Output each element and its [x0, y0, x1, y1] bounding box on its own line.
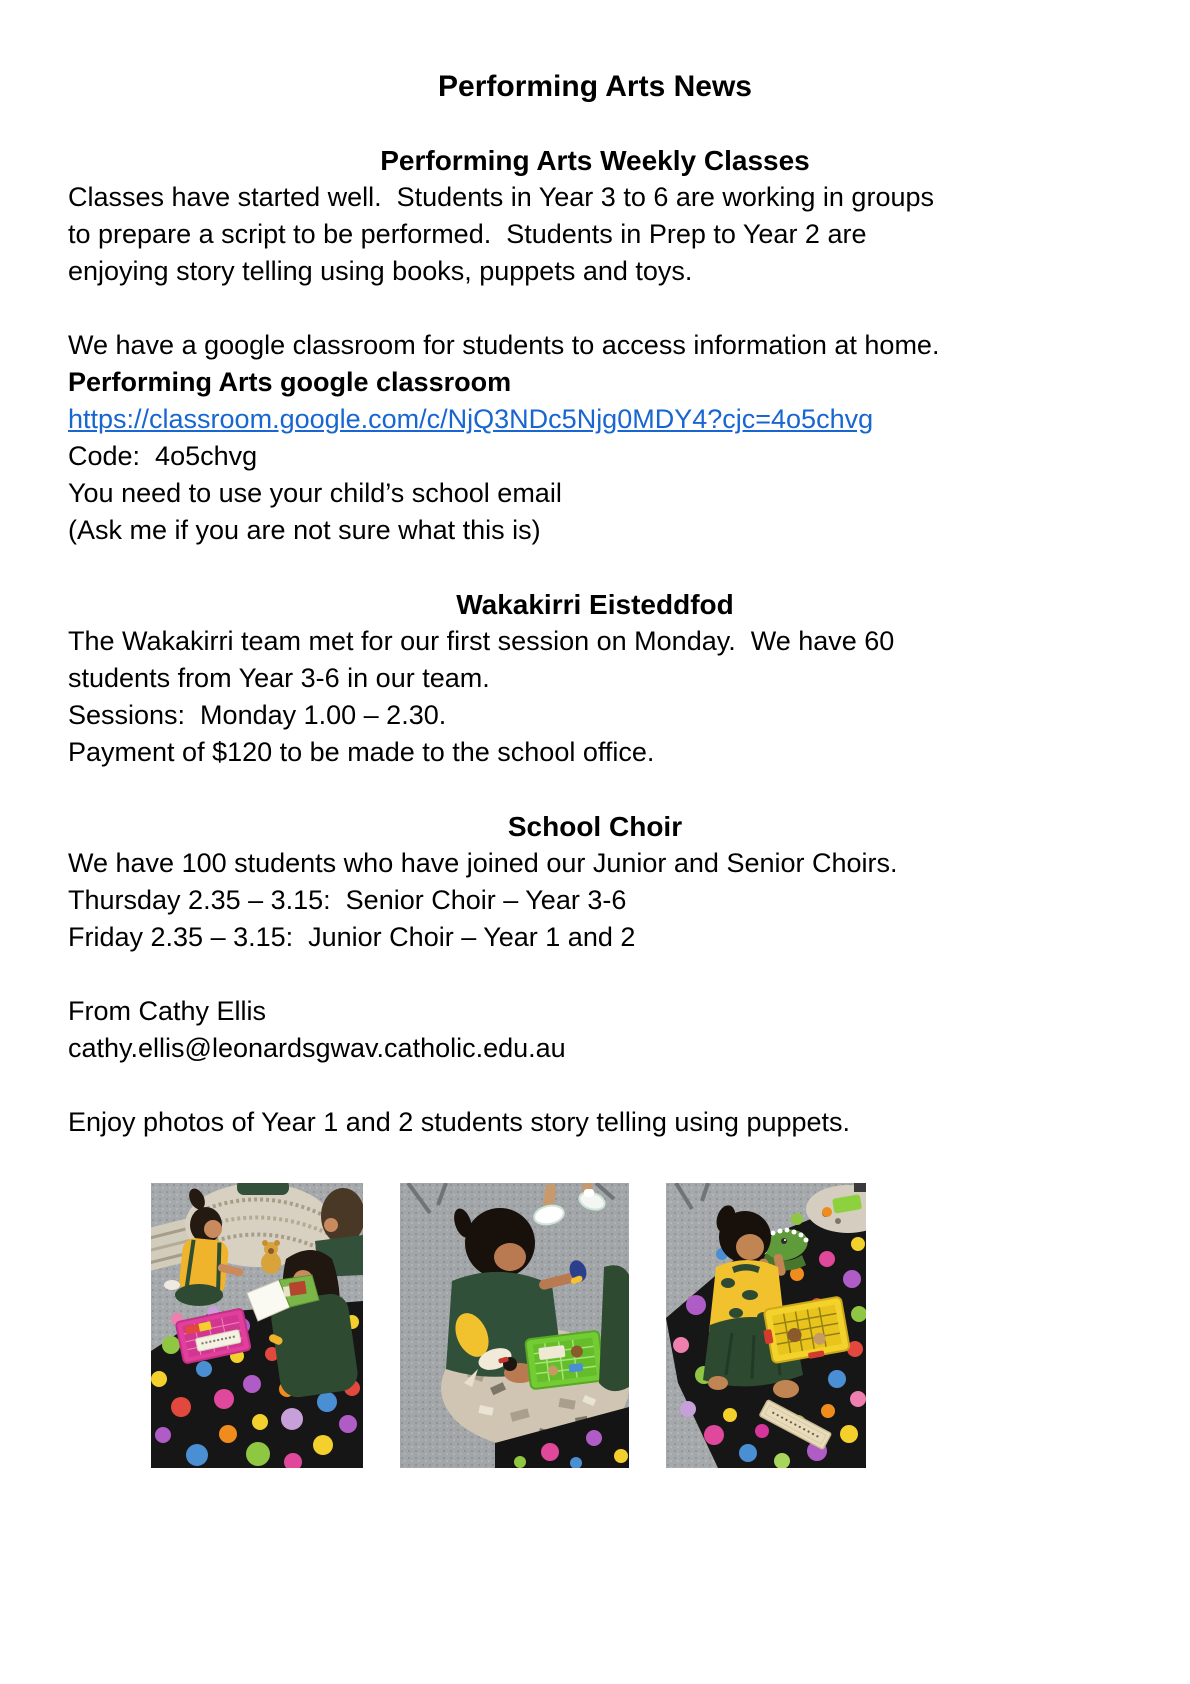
choir-line: Thursday 2.35 – 3.15: Senior Choir – Year 3-6: [68, 885, 627, 915]
knee: [773, 1380, 799, 1398]
spacer: [68, 771, 1122, 808]
section-heading-school-choir: School Choir: [507, 811, 683, 842]
teddy-bear: [261, 1240, 281, 1274]
spacer: [68, 290, 1122, 327]
wakakirri-line: Payment of $120 to be made to the school office.: [68, 737, 655, 767]
classroom-ask-note: (Ask me if you are not sure what this is): [68, 515, 541, 545]
classroom-label: Performing Arts google classroom: [68, 367, 512, 397]
wakakirri-line: Sessions: Monday 1.00 – 2.30.: [68, 700, 447, 730]
classroom-intro-line: We have a google classroom for students to access information at home.: [68, 330, 940, 360]
contact-email: cathy.ellis@leonardsgwav.catholic.edu.au: [68, 1033, 566, 1063]
spacer: [68, 105, 1122, 142]
photo-student-crocodile-puppet: [666, 1183, 866, 1468]
section-heading-weekly-classes: Performing Arts Weekly Classes: [380, 145, 810, 176]
spacer: [68, 956, 1122, 993]
page-title: Performing Arts News: [438, 70, 752, 103]
student-shoulder-right: [599, 1265, 629, 1391]
weekly-classes-line: to prepare a script to be performed. Students in Prep to Year 2 are: [68, 219, 867, 249]
spacer: [68, 1067, 1122, 1104]
signoff-from: From Cathy Ellis: [68, 996, 267, 1026]
weekly-classes-line: Classes have started well. Students in Year 3 to 6 are working in groups: [68, 182, 934, 212]
classroom-link-line: [68, 401, 1122, 438]
green-basket: [525, 1331, 605, 1390]
spacer: [68, 549, 1122, 586]
classroom-link[interactable]: https://classroom.google.com/c/NjQ3NDc5Njg0MDY4?cjc=4o5chvg: [68, 404, 874, 434]
photo-students-reading: [151, 1183, 363, 1468]
choir-line: Friday 2.35 – 3.15: Junior Choir – Year 1 and 2: [68, 922, 636, 952]
choir-line: We have 100 students who have joined our Junior and Senior Choirs.: [68, 848, 898, 878]
wakakirri-line: The Wakakirri team met for our first session on Monday. We have 60: [68, 626, 895, 656]
classroom-code-line: Code: 4o5chvg: [68, 441, 258, 471]
weekly-classes-line: enjoying story telling using books, puppets and toys.: [68, 256, 693, 286]
section-heading-wakakirri: Wakakirri Eisteddfod: [456, 589, 734, 620]
photos-intro-line: Enjoy photos of Year 1 and 2 students story telling using puppets.: [68, 1107, 851, 1137]
photo-student-finger-puppets: [400, 1183, 629, 1468]
photo-row: [151, 1183, 1122, 1468]
wakakirri-line: students from Year 3-6 in our team.: [68, 663, 490, 693]
classroom-email-note: You need to use your child’s school email: [68, 478, 562, 508]
